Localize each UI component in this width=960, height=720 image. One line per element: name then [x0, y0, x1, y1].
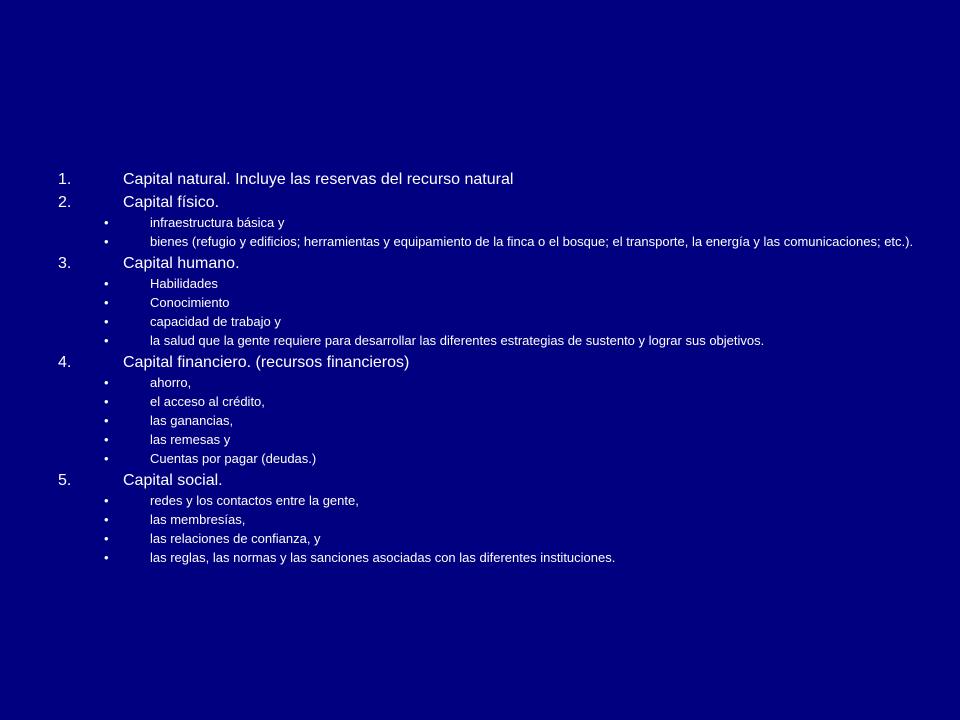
- section-title: Capital natural. Incluye las reservas del recurso natural: [123, 171, 514, 188]
- section-capital-fisico: [58, 193, 918, 248]
- section-heading: [58, 471, 918, 490]
- list-item-text: Habilidades: [150, 276, 218, 291]
- list-item: [58, 216, 918, 229]
- section-heading: [58, 170, 918, 189]
- bullet-icon: •: [104, 234, 109, 249]
- section-number: 1.: [58, 171, 72, 188]
- list-item-text: las relaciones de confianza, y: [150, 531, 321, 546]
- section-title: Capital humano.: [123, 255, 240, 272]
- section-number: 2.: [58, 194, 72, 211]
- list-item: [58, 376, 918, 389]
- bullet-list: [58, 376, 918, 465]
- list-item: [58, 414, 918, 427]
- bullet-icon: •: [104, 413, 109, 428]
- list-item-text: bienes (refugio y edificios; herramientas y equipamiento de la finca o el bosque; el transporte, la energía y las comunicaciones; etc.).: [150, 234, 914, 249]
- list-item-text: Conocimiento: [150, 295, 230, 310]
- list-item: [58, 334, 918, 347]
- list-item-text: la salud que la gente requiere para desarrollar las diferentes estrategias de sustento y lograr sus objetivos.: [150, 333, 765, 348]
- capital-list: [58, 170, 918, 570]
- section-title: Capital físico.: [123, 194, 220, 211]
- bullet-icon: •: [104, 295, 109, 310]
- list-item-text: ahorro,: [150, 375, 192, 390]
- list-item: [58, 551, 918, 564]
- bullet-list: [58, 494, 918, 564]
- list-item: [58, 494, 918, 507]
- section-number: 5.: [58, 472, 72, 489]
- section-capital-social: [58, 471, 918, 564]
- section-capital-financiero: [58, 353, 918, 465]
- list-item-text: las remesas y: [150, 432, 231, 447]
- list-item: [58, 315, 918, 328]
- bullet-list: [58, 277, 918, 347]
- list-item-text: redes y los contactos entre la gente,: [150, 493, 359, 508]
- bullet-list: [58, 216, 918, 248]
- section-title: Capital social.: [123, 472, 223, 489]
- list-item: [58, 235, 918, 248]
- list-item: [58, 513, 918, 526]
- list-item: [58, 296, 918, 309]
- section-title: Capital financiero. (recursos financieros): [123, 354, 410, 371]
- section-number: 3.: [58, 255, 72, 272]
- section-capital-humano: [58, 254, 918, 347]
- list-item: [58, 395, 918, 408]
- list-item-text: Cuentas por pagar (deudas.): [150, 451, 317, 466]
- list-item-text: las reglas, las normas y las sanciones asociadas con las diferentes instituciones.: [150, 550, 616, 565]
- bullet-icon: •: [104, 276, 109, 291]
- section-heading: [58, 193, 918, 212]
- list-item: [58, 433, 918, 446]
- bullet-icon: •: [104, 550, 109, 565]
- bullet-icon: •: [104, 432, 109, 447]
- list-item-text: el acceso al crédito,: [150, 394, 265, 409]
- bullet-icon: •: [104, 375, 109, 390]
- list-item-text: infraestructura básica y: [150, 215, 285, 230]
- list-item: [58, 532, 918, 545]
- bullet-icon: •: [104, 333, 109, 348]
- list-item-text: capacidad de trabajo y: [150, 314, 281, 329]
- section-heading: [58, 254, 918, 273]
- bullet-icon: •: [104, 451, 109, 466]
- section-capital-natural: [58, 170, 918, 189]
- list-item: [58, 277, 918, 290]
- bullet-icon: •: [104, 531, 109, 546]
- list-item-text: las ganancias,: [150, 413, 234, 428]
- bullet-icon: •: [104, 394, 109, 409]
- bullet-icon: •: [104, 493, 109, 508]
- bullet-icon: •: [104, 215, 109, 230]
- bullet-icon: •: [104, 314, 109, 329]
- bullet-icon: •: [104, 512, 109, 527]
- list-item: [58, 452, 918, 465]
- section-number: 4.: [58, 354, 72, 371]
- list-item-text: las membresías,: [150, 512, 246, 527]
- section-heading: [58, 353, 918, 372]
